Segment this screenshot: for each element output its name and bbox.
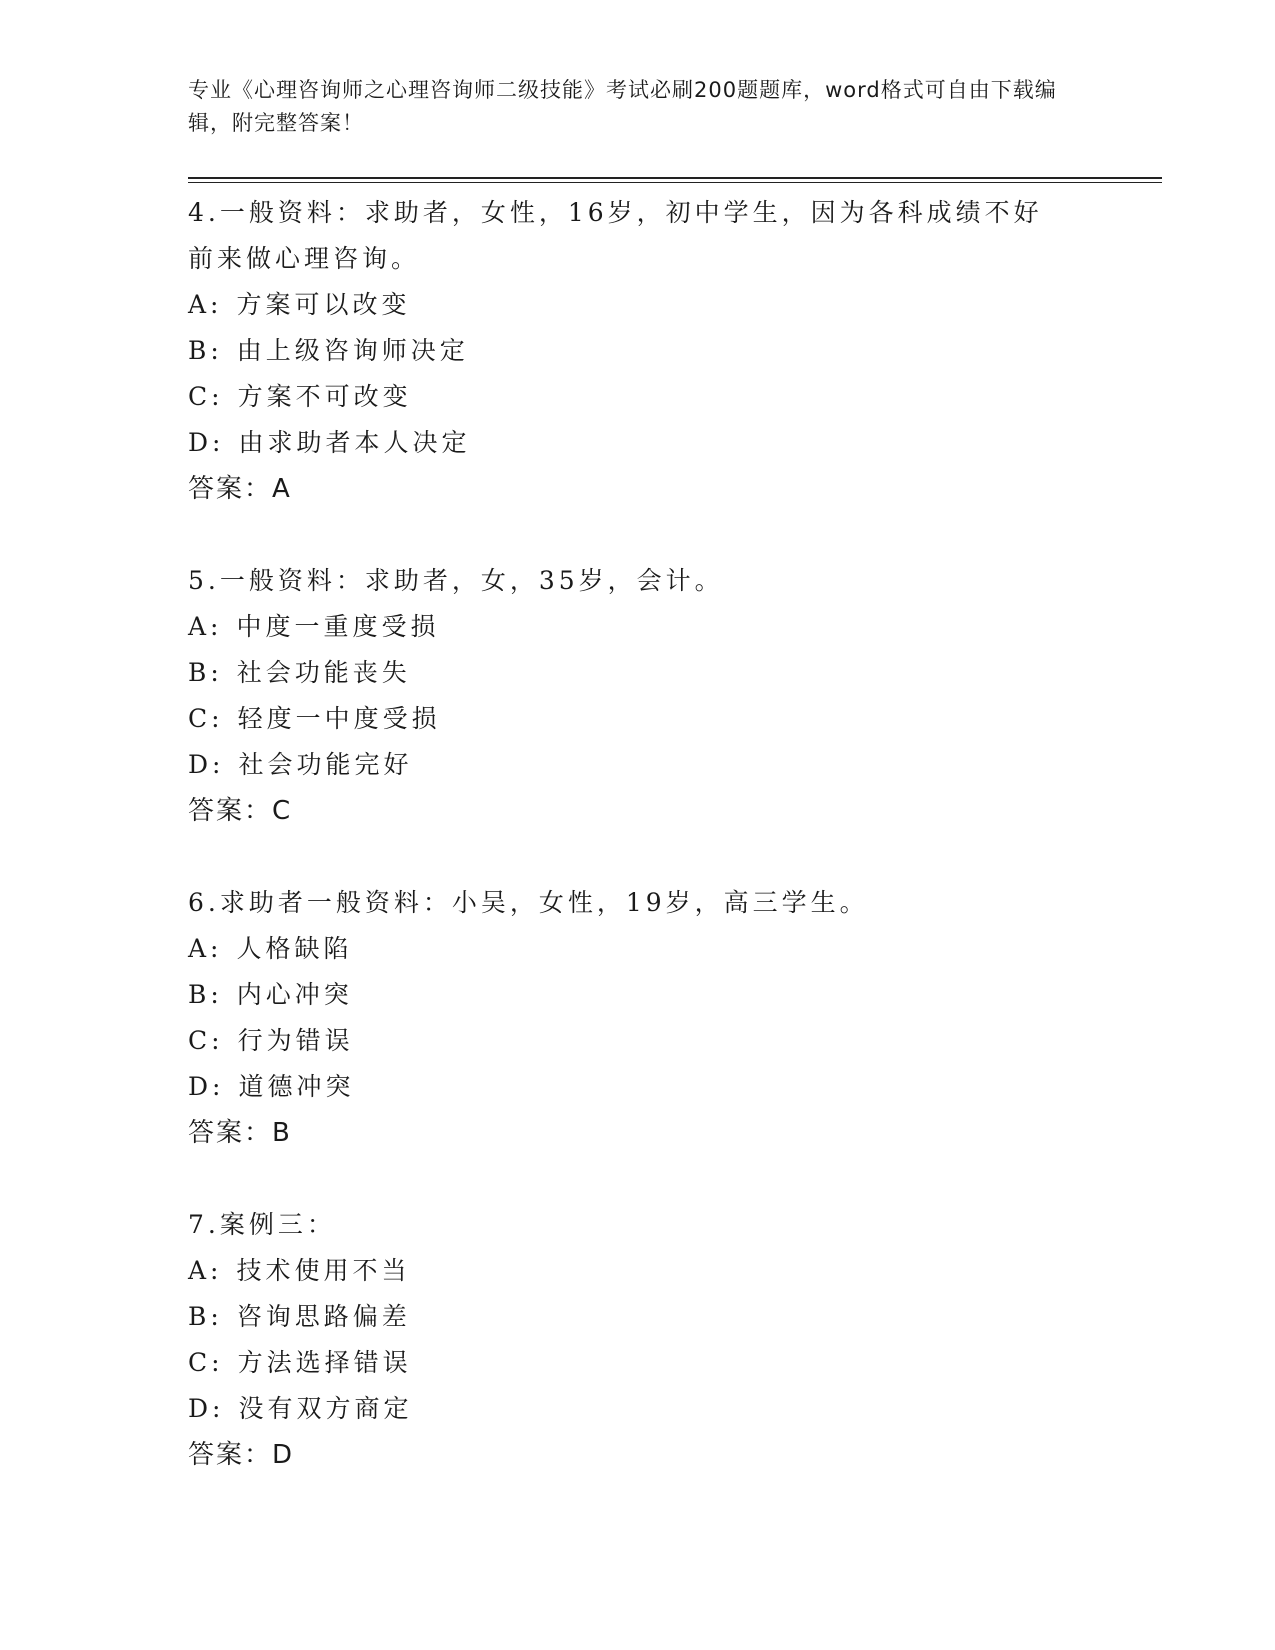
question-item: [188, 558, 1088, 834]
option-key: A:: [188, 934, 223, 963]
header-divider-thin: [188, 182, 1162, 183]
answer-label: 答案：B: [188, 1118, 292, 1148]
option-key: C:: [188, 1026, 224, 1055]
option-b: [188, 328, 1088, 374]
option-text: 方案可以改变: [236, 290, 411, 319]
option-text: 方案不可改变: [237, 382, 412, 411]
option-text: 技术使用不当: [236, 1256, 411, 1285]
question-stem: 6.求助者一般资料：小吴，女性，19岁，高三学生。: [188, 888, 869, 917]
option-c: [188, 374, 1088, 420]
option-a: [188, 282, 1088, 328]
question-stem: 4.一般资料：求助者，女性，16岁，初中学生，因为各科成绩不好前来做心理咨询。: [188, 198, 1043, 273]
option-d: [188, 1064, 1088, 1110]
option-key: A:: [188, 290, 223, 319]
option-key: C:: [188, 382, 224, 411]
answer-label: 答案：D: [188, 1440, 295, 1470]
option-text: 由求助者本人决定: [238, 428, 471, 457]
option-b: [188, 650, 1088, 696]
option-a: [188, 604, 1088, 650]
option-key: C:: [188, 704, 224, 733]
question-stem: 5.一般资料：求助者，女，35岁，会计。: [188, 566, 724, 595]
option-text: 道德冲突: [238, 1072, 355, 1101]
option-key: B:: [188, 1302, 223, 1331]
option-text: 咨询思路偏差: [236, 1302, 411, 1331]
option-text: 人格缺陷: [236, 934, 353, 963]
option-c: [188, 1018, 1088, 1064]
option-key: B:: [188, 658, 223, 687]
option-text: 轻度一中度受损: [237, 704, 441, 733]
question-item: [188, 190, 1088, 512]
option-key: D:: [188, 1072, 225, 1101]
answer-label: 答案：A: [188, 474, 292, 504]
question-list: [188, 190, 1088, 1524]
option-text: 社会功能完好: [238, 750, 413, 779]
option-key: A:: [188, 1256, 223, 1285]
option-text: 内心冲突: [236, 980, 353, 1009]
option-text: 社会功能丧失: [236, 658, 411, 687]
option-key: D:: [188, 428, 225, 457]
option-text: 由上级咨询师决定: [236, 336, 469, 365]
option-key: C:: [188, 1348, 224, 1377]
option-text: 没有双方商定: [238, 1394, 413, 1423]
option-key: D:: [188, 750, 225, 779]
answer-label: 答案：C: [188, 796, 293, 826]
option-d: [188, 742, 1088, 788]
option-key: B:: [188, 336, 223, 365]
option-key: A:: [188, 612, 223, 641]
option-b: [188, 972, 1088, 1018]
option-text: 中度一重度受损: [236, 612, 440, 641]
header-divider-thick: [188, 177, 1162, 179]
question-stem: 7.案例三：: [188, 1210, 336, 1239]
option-b: [188, 1294, 1088, 1340]
document-header: 专业《心理咨询师之心理咨询师二级技能》考试必刷200题题库，word格式可自由下载编辑，附完整答案！: [188, 78, 1057, 135]
option-key: D:: [188, 1394, 225, 1423]
question-item: [188, 880, 1088, 1156]
option-text: 方法选择错误: [237, 1348, 412, 1377]
option-d: [188, 1386, 1088, 1432]
option-a: [188, 1248, 1088, 1294]
option-text: 行为错误: [237, 1026, 354, 1055]
option-a: [188, 926, 1088, 972]
option-c: [188, 696, 1088, 742]
option-c: [188, 1340, 1088, 1386]
option-key: B:: [188, 980, 223, 1009]
option-d: [188, 420, 1088, 466]
question-item: [188, 1202, 1088, 1478]
